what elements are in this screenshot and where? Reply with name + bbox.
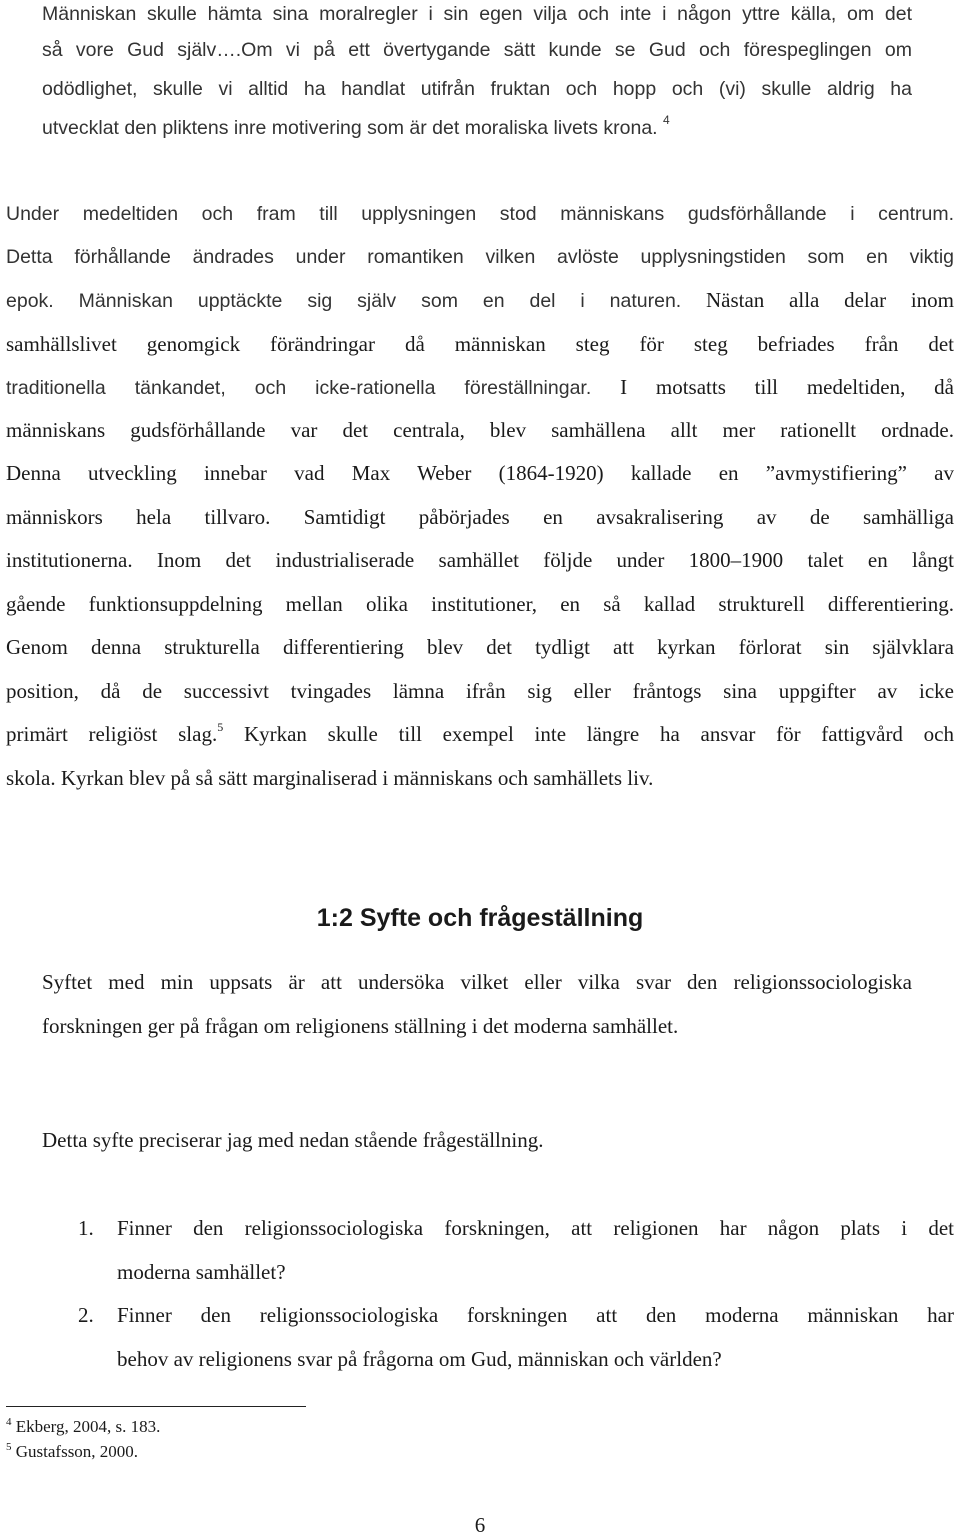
question-line: moderna samhället?	[117, 1260, 286, 1284]
quote-line: odödlighet, skulle vi alltid ha handlat utifrån fruktan och hopp och (vi) skulle aldrig ha	[42, 78, 912, 100]
body-line-mixed	[6, 720, 954, 748]
page-number: 6	[474, 1513, 486, 1537]
quote-line-last	[42, 114, 912, 142]
body-text: Nästan alla delar inom	[681, 288, 954, 312]
question-line: Finner den religionssociologiska forskningen att den moderna människan har	[117, 1303, 954, 1327]
body-line: gående funktionsuppdelning mellan olika institutioner, en så kallad strukturell differentiering.	[6, 592, 954, 616]
body-text: Kyrkan skulle till exempel inte längre ha ansvar för fattigvård och	[223, 722, 954, 746]
body-text: Inom det industrialiserade samhället följde under 1800–1900 talet en långt	[132, 548, 954, 572]
quote-line: Människan skulle hämta sina moralregler i sin egen vilja och inte i någon yttre källa, om det	[42, 3, 912, 25]
intro-line: Detta syfte preciserar jag med nedan stående frågeställning.	[42, 1128, 544, 1152]
question-number: 1.	[78, 1216, 94, 1240]
body-line-mixed	[6, 286, 954, 315]
body-line-mixed	[6, 373, 954, 402]
body-line-last: forskningen ger på frågan om religionens ställning i det moderna samhället.	[42, 1014, 679, 1038]
body-line: människans gudsförhållande var det centrala, blev samhällena allt mer rationellt ordnade.	[6, 418, 954, 442]
footnote-text: Gustafsson, 2000.	[15, 1442, 139, 1461]
footnote-ref: 5	[217, 720, 224, 734]
question-number: 2.	[78, 1303, 94, 1327]
question-line: behov av religionens svar på frågorna om Gud, människan och världen?	[117, 1347, 722, 1371]
footnote-number: 4	[6, 1416, 12, 1428]
body-line: samhällslivet genomgick förändringar då människan steg för steg befriades från det	[6, 332, 954, 356]
body-text: primärt religiöst slag.	[6, 722, 218, 746]
footnote-text: Ekberg, 2004, s. 183.	[15, 1417, 161, 1436]
footnote	[6, 1417, 160, 1437]
body-line: Detta förhållande ändrades under romantiken vilken avlöste upplysningstiden som en viktig	[6, 246, 954, 268]
body-line: Syftet med min uppsats är att undersöka vilket eller vilka svar den religionssociologiska	[42, 970, 912, 994]
body-text-sans: traditionella tänkandet, och icke-rationella föreställningar.	[6, 377, 592, 399]
quote-text: utvecklat den pliktens inre motivering som är det moraliska livets krona.	[42, 117, 658, 139]
body-text: I motsatts till medeltiden, då	[591, 375, 954, 399]
footnote-divider	[6, 1406, 306, 1407]
section-heading: 1:2 Syfte och frågeställning	[316, 904, 644, 932]
body-text: institutionerna.	[6, 548, 133, 572]
body-line: Genom denna strukturella differentiering blev det tydligt att kyrkan förlorat sin självklara	[6, 635, 954, 659]
footnote-ref: 4	[663, 113, 670, 127]
body-text-sans: epok. Människan upptäckte sig själv som en del i naturen.	[6, 290, 682, 312]
body-line-mixed	[6, 503, 954, 531]
body-line-mixed	[6, 546, 954, 574]
body-line: Denna utveckling innebar vad Max Weber (1864-1920) kallade en ”avmystifiering” av	[6, 461, 954, 485]
footnote-number: 5	[6, 1441, 12, 1453]
body-line: Under medeltiden och fram till upplysningen stod människans gudsförhållande i centrum.	[6, 203, 954, 225]
quote-line: så vore Gud själv….Om vi på ett övertygande sätt kunde se Gud och förespeglingen om	[42, 39, 912, 61]
body-line-last: skola. Kyrkan blev på så sätt marginaliserad i människans och samhällets liv.	[6, 766, 654, 790]
body-line: position, då de successivt tvingades lämna ifrån sig eller fråntogs sina uppgifter av icke	[6, 679, 954, 703]
footnote	[6, 1442, 138, 1462]
body-text: Samtidigt påbörjades en avsakralisering av de samhälliga	[270, 505, 954, 529]
question-line: Finner den religionssociologiska forskningen, att religionen har någon plats i det	[117, 1216, 954, 1240]
body-text: människors hela tillvaro.	[6, 505, 271, 529]
